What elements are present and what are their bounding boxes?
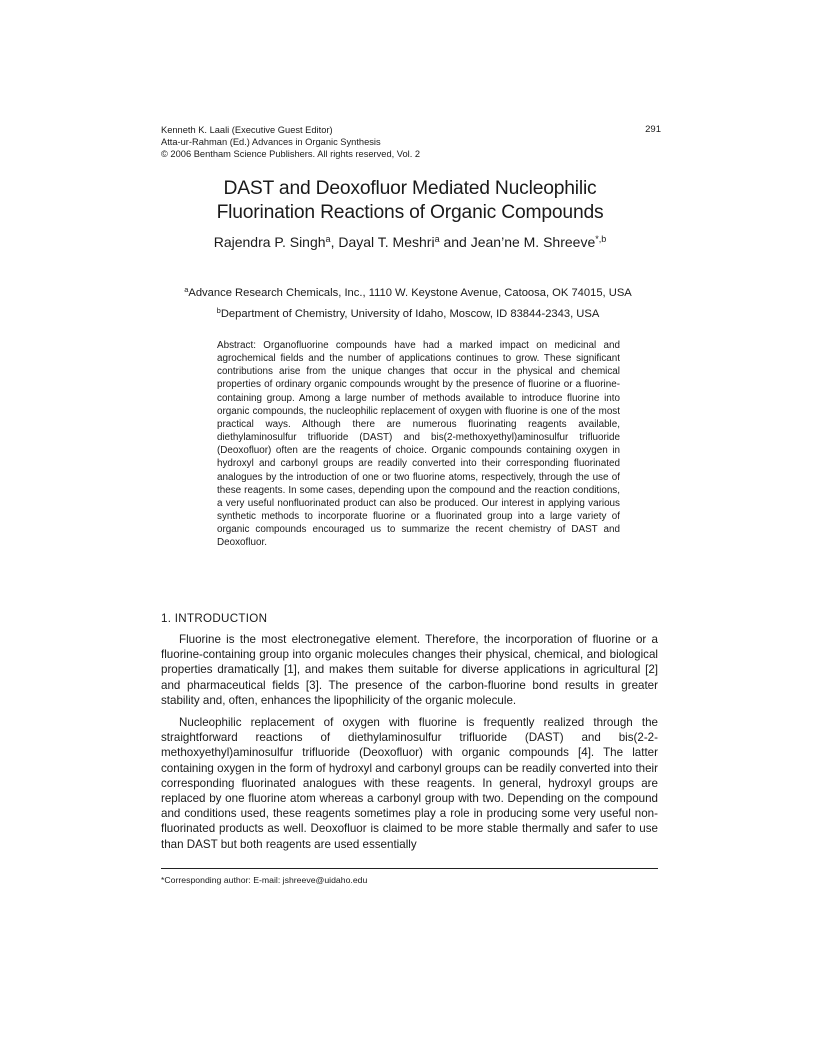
body-paragraph: Fluorine is the most electronegative element. Therefore, the incorporation of fluorine or a fluorine-containing group into organic molecules changes their physical, chemical, and biological properties dramatically [1], and makes them suitable for diverse applications in agricultural [2] and pharmaceutical fields [3]. The presence of the carbon-fluorine bond results in greater stability and, often, enhances the lipophilicity of the organic molecule. bbox=[161, 633, 658, 707]
author-name: Rajendra P. Singh bbox=[213, 234, 326, 250]
affiliation-text: Department of Chemistry, University of Idaho, Moscow, ID 83844-2343, USA bbox=[220, 308, 600, 320]
author-separator: , bbox=[330, 234, 339, 250]
abstract: Abstract: Organofluorine compounds have had a marked impact on medicinal and agrochemical fields and the number of applications continues to grow. These significant contributions arise from the unique changes that occur in the physical and chemical properties of ordinary organic compounds wrought by the presence of fluorine or a fluorine-containing group. Among a large number of methods available to introduce fluorine into organic compounds, the nucleophilic replacement of oxygen with fluorine is one of the most practical ways. Although there are numerous fluorinating reagents available, diethylaminosulfur trifluoride (DAST) and bis(2-methoxyethyl)aminosulfur trifluoride (Deoxofluor) often are the reagents of choice. Organic compounds containing oxygen in hydroxyl and carbonyl groups are readily converted into their corresponding fluorinated analogues by the introduction of one or two fluorine atoms, respectively, through the use of these reagents. In some cases, depending upon the compound and the reaction conditions, a very useful nonfluorinated product can also be produced. Our interest in applying various synthetic methods to incorporate fluorine or a fluorinated group into a large variety of organic compounds encouraged us to summarize the recent chemistry of DAST and Deoxofluor. bbox=[217, 340, 620, 549]
page-number: 291 bbox=[645, 124, 661, 135]
affiliation-a bbox=[100, 286, 716, 300]
affiliation-marker: b bbox=[216, 306, 221, 315]
article-title bbox=[150, 177, 670, 225]
affiliation-text: Advance Research Chemicals, Inc., 1110 W. Keystone Avenue, Catoosa, OK 74015, USA bbox=[188, 287, 632, 299]
title-line-2: Fluorination Reactions of Organic Compounds bbox=[216, 202, 604, 223]
header-line-book: Atta-ur-Rahman (Ed.) Advances in Organic Synthesis bbox=[161, 137, 381, 148]
header-line-copyright: © 2006 Bentham Science Publishers. All rights reserved, Vol. 2 bbox=[161, 149, 421, 160]
section-heading-introduction: 1. INTRODUCTION bbox=[161, 612, 268, 625]
affiliation-marker: a bbox=[434, 234, 440, 244]
affiliation-marker: *,b bbox=[595, 234, 607, 244]
author-name: Jean’ne M. Shreeve bbox=[470, 234, 596, 250]
affiliation-marker: a bbox=[325, 234, 331, 244]
title-line-1: DAST and Deoxofluor Mediated Nucleophilic bbox=[223, 178, 597, 199]
header-line-editor: Kenneth K. Laali (Executive Guest Editor) bbox=[161, 125, 333, 135]
affiliation-marker: a bbox=[184, 285, 189, 294]
author-list bbox=[150, 233, 670, 251]
corresponding-author-footnote: *Corresponding author: E-mail: jshreeve@uidaho.edu bbox=[161, 875, 368, 885]
author-name: Dayal T. Meshri bbox=[338, 234, 435, 250]
affiliation-b bbox=[100, 307, 716, 321]
body-paragraph: Nucleophilic replacement of oxygen with fluorine is frequently realized through the straightforward reactions of diethylaminosulfur trifluoride (DAST) and bis(2-2-methoxyethyl)aminosulfur trifluoride (Deoxofluor) with organic compounds [4]. The latter containing oxygen in the form of hydroxyl and carbonyl groups can be readily converted into their corresponding fluorinated analogues with these reagents. In general, hydroxyl groups are replaced by one fluorine atom whereas a carbonyl group with two. Depending on the compound and conditions used, these reagents sometimes play a role in producing some very useful non-fluorinated products as well. Deoxofluor is claimed to be more stable thermally and safer to use than DAST but both reagents are used essentially bbox=[161, 716, 658, 851]
author-separator: and bbox=[439, 234, 471, 250]
running-header bbox=[161, 124, 661, 161]
footnote-divider bbox=[161, 868, 658, 869]
